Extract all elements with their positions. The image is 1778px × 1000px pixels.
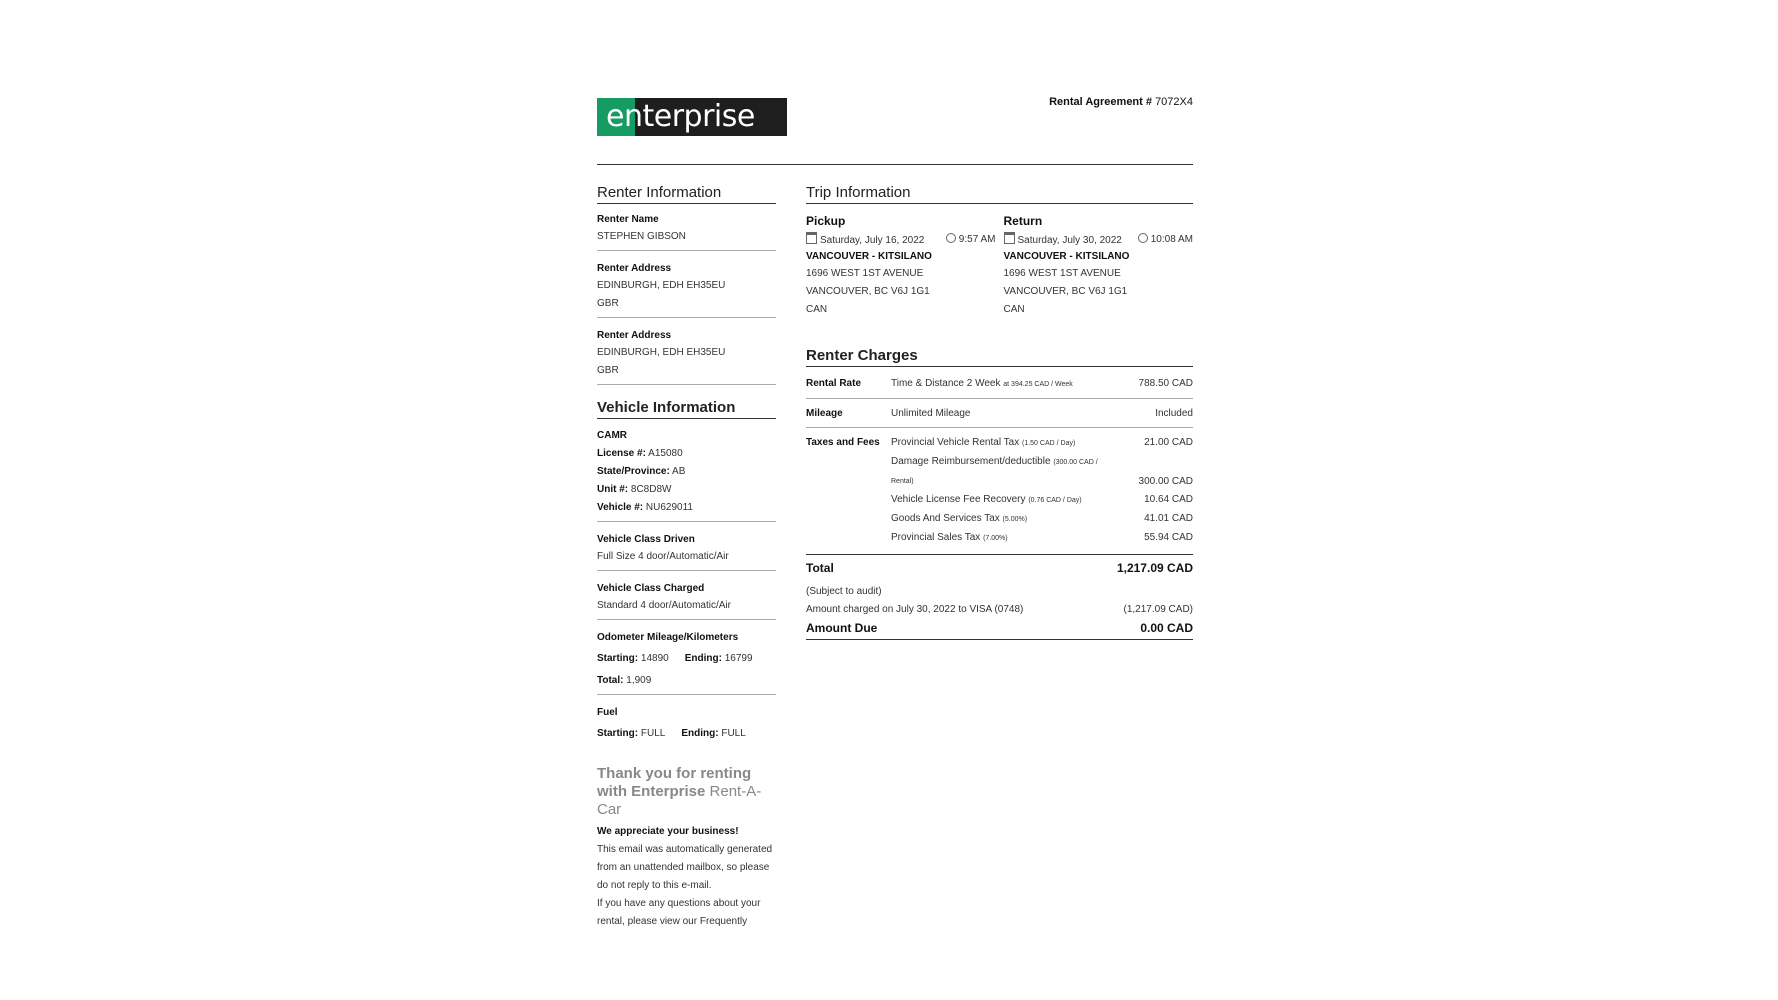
pickup-block: Pickup Saturday, July 16, 2022 9:57 AM VANCOUVER - KITSILANO 1696 WEST 1ST AVENUE VANCOUVER, BC V6J 1G1 CAN: [806, 214, 996, 315]
vehicle-ids-block: CAMR License #: A15080 State/Province: AB Unit #: 8C8D8W Vehicle #: NU629011: [597, 427, 776, 522]
clock-icon: [1138, 233, 1148, 243]
calendar-icon: [806, 232, 817, 244]
amount-charged-row: Amount charged on July 30, 2022 to VISA (0748) (1,217.09 CAD): [806, 604, 1193, 615]
vehicle-info-title: Vehicle Information: [597, 399, 776, 419]
enterprise-logo: enterprise: [597, 98, 787, 136]
amount-due-row: Amount Due 0.00 CAD: [806, 619, 1193, 640]
rental-receipt: [597, 96, 1193, 927]
left-column: [597, 184, 776, 931]
fee-row: Vehicle License Fee Recovery (0.76 CAD / Day) 10.64 CAD: [891, 494, 1193, 505]
rental-rate-row: Rental Rate Time & Distance 2 Week at 394.25 CAD / Week 788.50 CAD: [806, 378, 1193, 389]
receipt-header: [597, 96, 1193, 166]
renter-address-block: Renter Address EDINBURGH, EDH EH35EU GBR: [597, 261, 776, 318]
right-column: [806, 184, 1193, 640]
fee-row: Goods And Services Tax (5.00%) 41.01 CAD: [891, 513, 1193, 524]
fee-row: Provincial Sales Tax (7.00%) 55.94 CAD: [891, 532, 1193, 543]
class-charged-block: Vehicle Class Charged Standard 4 door/Automatic/Air: [597, 581, 776, 620]
total-row: Total 1,217.09 CAD: [806, 561, 1193, 575]
clock-icon: [946, 233, 956, 243]
fuel-block: Fuel Starting: FULL Ending: FULL: [597, 707, 746, 739]
renter-address-block: Renter Address EDINBURGH, EDH EH35EU GBR: [597, 328, 776, 385]
fee-row: Taxes and Fees Provincial Vehicle Rental Tax (1.50 CAD / Day) 21.00 CAD: [806, 437, 1193, 448]
thank-you-heading: Thank you for renting with Enterprise Rent-A-Car: [597, 765, 762, 818]
calendar-icon: [1004, 232, 1015, 244]
odometer-block: Odometer Mileage/Kilometers Starting: 14890 Ending: 16799 Total: 1,909: [597, 630, 776, 695]
trip-info: [806, 212, 1193, 319]
renter-charges: [806, 347, 1193, 640]
auto-email-notice: This email was automatically generated from an unattended mailbox, so please do not reply to this e-mail.: [597, 844, 773, 891]
header-divider: [597, 164, 1193, 165]
return-block: Return Saturday, July 30, 2022 10:08 AM VANCOUVER - KITSILANO 1696 WEST 1ST AVENUE VANCOUVER, BC V6J 1G1 CAN: [1003, 214, 1193, 315]
renter-name: STEPHEN GIBSON: [597, 231, 686, 242]
renter-charges-title: Renter Charges: [806, 347, 1193, 367]
renter-info-title: Renter Information: [597, 184, 776, 204]
audit-note: (Subject to audit): [806, 586, 882, 597]
mileage-row: Mileage Unlimited Mileage Included: [806, 408, 1193, 419]
renter-name-block: Renter Name STEPHEN GIBSON: [597, 212, 776, 251]
trip-info-title: Trip Information: [806, 184, 1193, 204]
questions-notice: If you have any questions about your rental, please view our Frequently: [597, 898, 761, 927]
rental-agreement-number: Rental Agreement # 7072X4: [1049, 96, 1193, 108]
appreciate-text: We appreciate your business!: [597, 826, 739, 837]
class-driven-block: Vehicle Class Driven Full Size 4 door/Automatic/Air: [597, 532, 776, 571]
fee-row: Damage Reimbursement/deductible (300.00 CAD / Rental) 300.00 CAD: [891, 456, 1193, 487]
